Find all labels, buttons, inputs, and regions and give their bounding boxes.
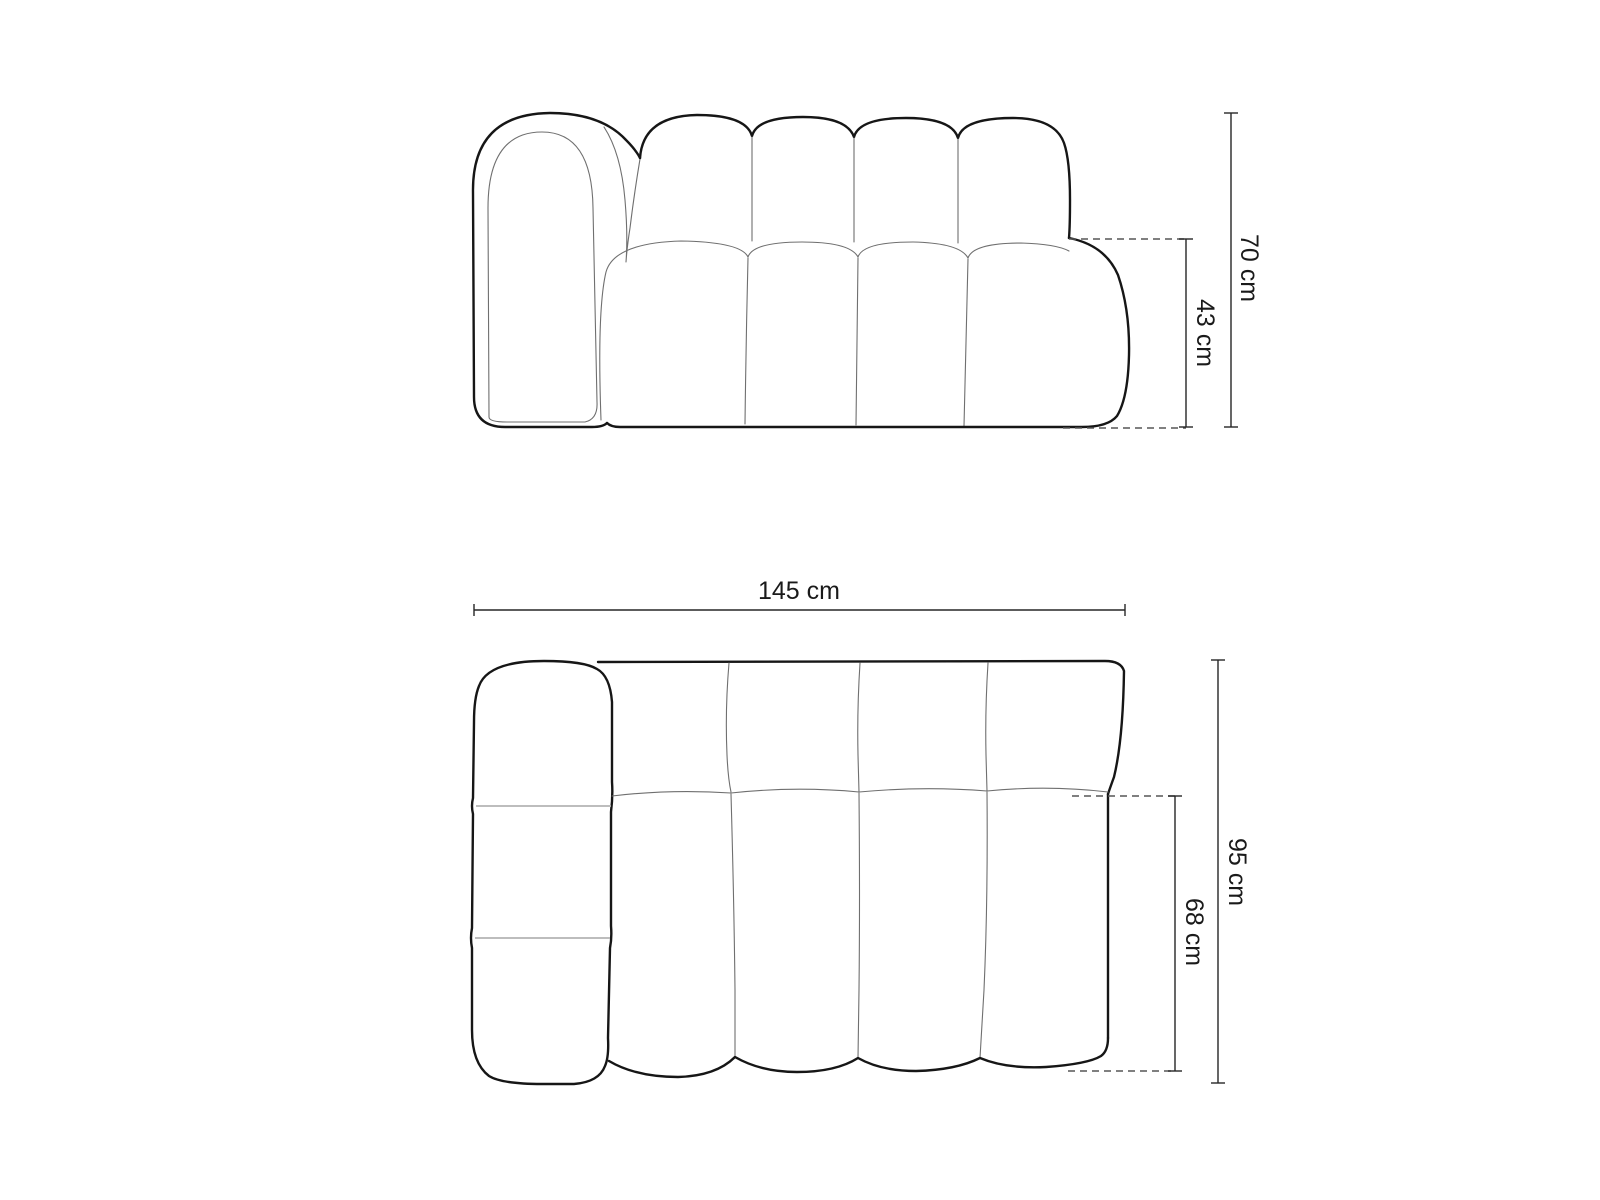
dimension-overall-depth xyxy=(1211,660,1251,1083)
top-back-cushion-seams xyxy=(726,663,988,792)
top-view xyxy=(471,661,1124,1084)
top-seat-cushion-seams xyxy=(731,792,987,1058)
dim-label-43: 43 cm xyxy=(1191,298,1219,368)
front-armrest-seam xyxy=(604,127,640,262)
front-seat-cushions xyxy=(600,241,1069,420)
front-view xyxy=(473,113,1129,427)
top-back-seat-boundary xyxy=(612,788,1108,796)
front-back-cushions-outline xyxy=(640,115,1070,238)
top-back-edge-outline xyxy=(598,661,1124,794)
dim-label-68: 68 cm xyxy=(1180,897,1208,967)
dimension-seat-depth xyxy=(1168,796,1208,1071)
dim-label-70: 70 cm xyxy=(1235,233,1263,303)
front-back-cushion-seams xyxy=(752,137,958,243)
dim-label-145: 145 cm xyxy=(758,577,840,605)
front-base-outline xyxy=(607,238,1129,427)
top-armrest-dividers xyxy=(475,806,611,938)
dim-label-95: 95 cm xyxy=(1223,837,1251,907)
dimension-front-seat-height xyxy=(1179,239,1219,427)
top-dashed-extensions xyxy=(1068,796,1175,1071)
dimension-front-overall-height xyxy=(1224,113,1263,427)
front-seat-cushion-seams xyxy=(745,258,968,426)
top-armrest-outline xyxy=(471,661,612,1084)
front-armrest-outline xyxy=(473,113,640,427)
front-armrest-inner-outline xyxy=(488,132,597,422)
dimension-overall-width xyxy=(474,577,1125,616)
